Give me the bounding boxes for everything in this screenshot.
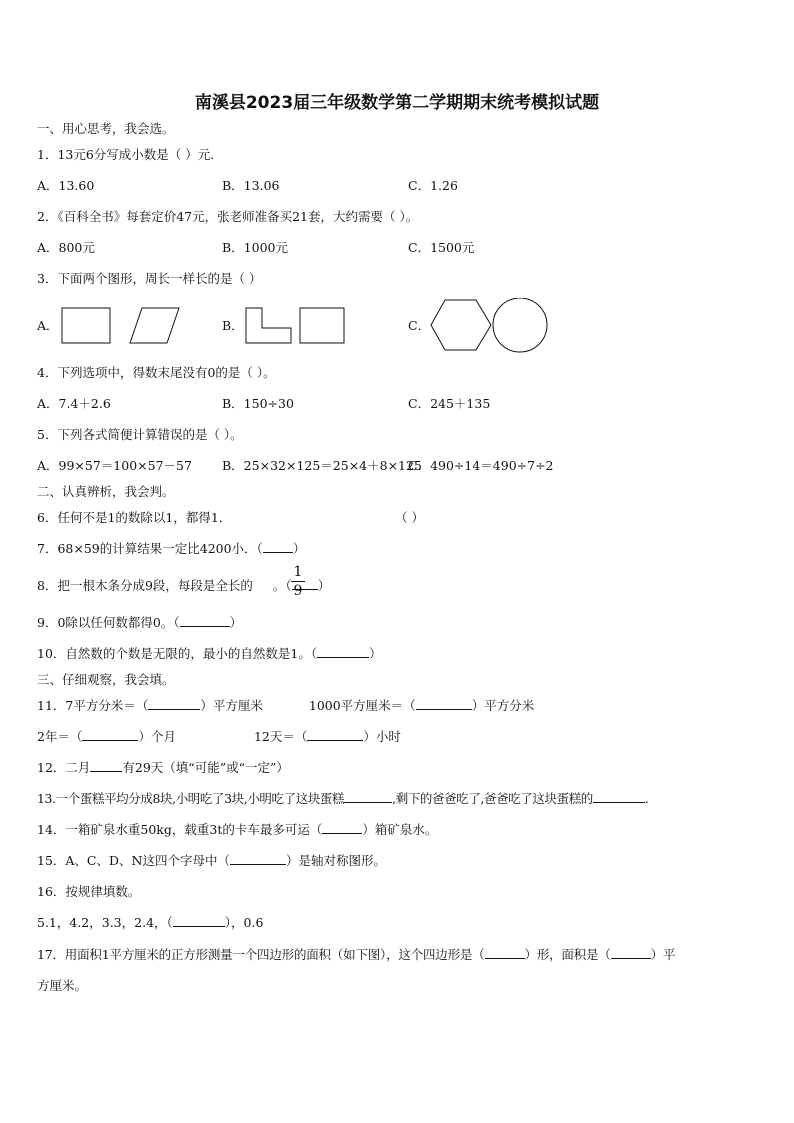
q8-fraction (291, 564, 305, 599)
q11-unit-1: ）平方厘米 (200, 698, 263, 713)
section-heading-2: 二、认真辨析，我会判。 (37, 484, 175, 499)
q3-figure-b (244, 306, 348, 346)
q3-option-a: A． (37, 318, 59, 333)
q17-blank-1[interactable] (485, 946, 525, 959)
question-4: 4．下列选项中，得数末尾没有0的是（ ）。 (37, 365, 276, 380)
fraction-numerator: 1 (293, 564, 303, 580)
q11-blank-1[interactable] (148, 697, 200, 710)
q3-option-c: C． (408, 318, 431, 333)
q13-text: 13.一个蛋糕平均分成8块,小明吃了3块,小明吃了这块蛋糕 (37, 791, 345, 806)
question-2: 2．《百科全书》每套定价47元，张老师准备买21套，大约需要（ ）。 (37, 209, 419, 224)
question-17 (37, 946, 675, 964)
q4-option-a: A．7.4＋2.6 (37, 396, 111, 411)
question-16b (37, 914, 263, 932)
q3-figure-c (429, 298, 551, 354)
q5-option-b: B．25×32×125＝25×4＋8×125 (222, 458, 422, 473)
square-shape (62, 308, 110, 343)
q17-blank-2[interactable] (611, 946, 651, 959)
q11-text: 11．7平方分米＝（ (37, 698, 149, 713)
q15-text: 15．A、C、D、N这四个字母中（ (37, 853, 230, 868)
q1-option-c: C．1.26 (408, 178, 458, 193)
question-10 (37, 645, 382, 663)
q17-text-2: ）形，面积是（ (524, 947, 611, 962)
question-17-line2: 方厘米。 (37, 978, 88, 993)
question-8 (37, 577, 330, 595)
q8-after: 。（ (272, 578, 292, 593)
q11b-blank-2[interactable] (307, 728, 363, 741)
q11b-unit-1: ）个月 (138, 729, 176, 744)
circle-shape (493, 298, 547, 352)
question-13 (37, 790, 648, 808)
parallelogram-shape (130, 308, 179, 343)
q12-text-2: 有29天（填“可能”或“一定”） (122, 760, 289, 775)
q6-answer-paren: （ ） (395, 510, 424, 525)
q16b-text-2: ），0.6 (224, 915, 264, 930)
q13-text-2: ,剩下的爸爸吃了,爸爸吃了这块蛋糕的 (392, 791, 593, 806)
question-14 (37, 821, 437, 839)
q10-text: 10．自然数的个数是无限的，最小的自然数是1。（ (37, 646, 318, 661)
q5-option-a: A．99×57＝100×57－57 (37, 458, 192, 473)
q11-text-2: 1000平方厘米＝（ (308, 698, 416, 713)
q2-option-b: B．1000元 (222, 240, 288, 255)
question-7 (37, 540, 305, 558)
q16b-text: 5.1，4.2，3.3，2.4，（ (37, 915, 173, 930)
question-6: 6．任何不是1的数除以1，都得1． (37, 510, 232, 525)
q11b-text: 2年＝（ (37, 729, 83, 744)
q3-option-b: B． (222, 318, 244, 333)
question-11b (37, 728, 401, 746)
q13-blank-1[interactable] (344, 790, 392, 803)
q5-option-c: C．490÷14＝490÷7÷2 (408, 458, 554, 473)
q9-blank[interactable] (180, 614, 230, 627)
q14-text-2: ）箱矿泉水。 (362, 822, 438, 837)
q17-text-3: ）平 (650, 947, 676, 962)
q4-option-b: B．150÷30 (222, 396, 294, 411)
q4-option-c: C．245＋135 (408, 396, 491, 411)
q10-close: ） (369, 646, 382, 661)
q11b-blank-1[interactable] (82, 728, 138, 741)
question-12 (37, 759, 289, 777)
q17-text: 17．用面积1平方厘米的正方形测量一个四边形的面积（如下图），这个四边形是（ (37, 947, 485, 962)
q11-unit-2: ）平方分米 (471, 698, 535, 713)
q13-end: . (644, 791, 649, 806)
q14-text: 14．一箱矿泉水重50kg，载重3t的卡车最多可运（ (37, 822, 323, 837)
question-3: 3．下面两个图形，周长一样长的是（ ） (37, 271, 262, 286)
q8-close: ） (317, 578, 331, 593)
question-9 (37, 614, 242, 632)
q12-blank[interactable] (90, 759, 122, 772)
question-5: 5．下列各式简便计算错误的是（ ）。 (37, 427, 243, 442)
hexagon-shape (431, 300, 491, 350)
q9-text: 9．0除以任何数都得0。（ (37, 615, 180, 630)
q16b-blank[interactable] (173, 914, 225, 927)
q10-blank[interactable] (317, 645, 369, 658)
q13-blank-2[interactable] (593, 790, 645, 803)
fraction-denominator: 9 (293, 583, 303, 599)
q9-close: ） (229, 615, 243, 630)
q2-option-c: C．1500元 (408, 240, 475, 255)
q12-text: 12．二月 (37, 760, 91, 775)
page-title: 南溪县2023届三年级数学第二学期期末统考模拟试题 (194, 93, 600, 113)
q7-text: 7．68×59的计算结果一定比4200小．（ (37, 541, 263, 556)
question-1: 1．13元6分写成小数是（ ）元. (37, 147, 215, 162)
q1-option-a: A．13.60 (37, 178, 95, 193)
q3-figure-a (60, 306, 184, 346)
l-shape (246, 308, 291, 343)
question-16: 16．按规律填数。 (37, 884, 141, 899)
q11b-unit-2: ）小时 (363, 729, 401, 744)
q2-option-a: A．800元 (37, 240, 95, 255)
q11-blank-2[interactable] (416, 697, 472, 710)
section-heading-1: 一、用心思考，我会选。 (37, 121, 175, 136)
q8-text: 8．把一根木条分成9段，每段是全长的 (37, 578, 253, 593)
q15-text-2: ）是轴对称图形。 (285, 853, 386, 868)
q15-blank[interactable] (230, 852, 286, 865)
square-shape (300, 308, 344, 343)
q7-blank[interactable] (263, 540, 293, 553)
question-11 (37, 697, 534, 715)
q1-option-b: B．13.06 (222, 178, 280, 193)
q14-blank[interactable] (322, 821, 362, 834)
section-heading-3: 三、仔细观察，我会填。 (37, 672, 175, 687)
q11b-text-2: 12天＝（ (253, 729, 308, 744)
question-15 (37, 852, 386, 870)
q7-close: ） (292, 541, 306, 556)
